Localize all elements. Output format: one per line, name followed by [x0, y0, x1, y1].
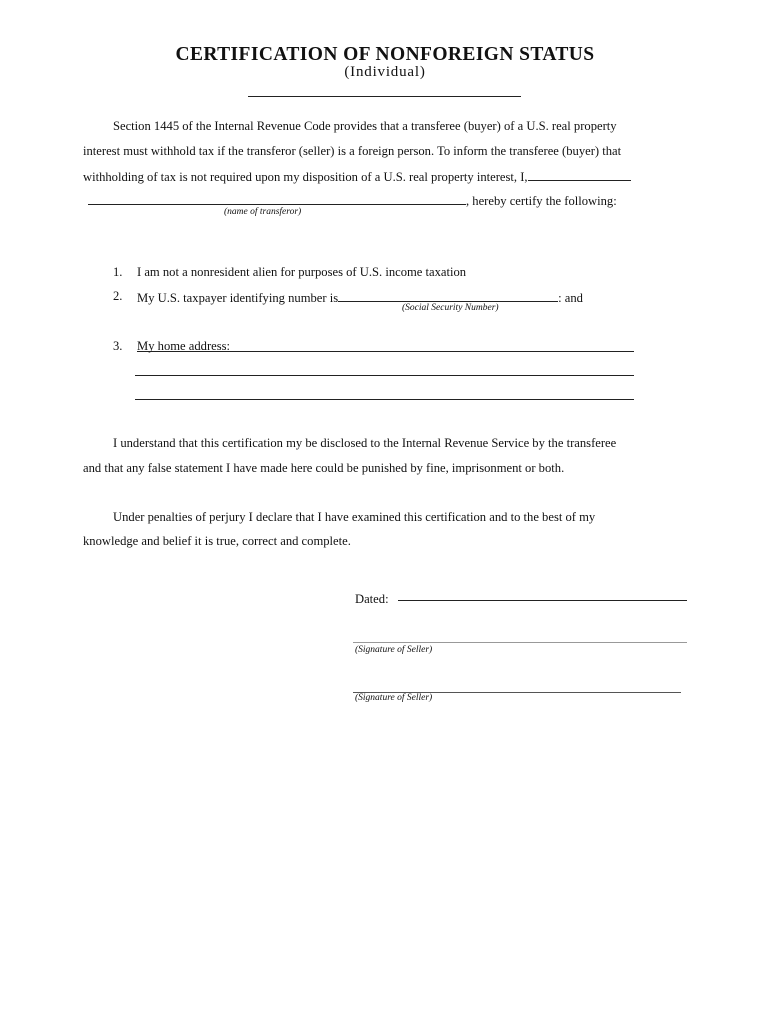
transferor-initial-blank[interactable]	[528, 168, 631, 181]
item-1-number: 1.	[113, 265, 123, 279]
item-2-line	[137, 289, 583, 306]
home-address-line-1[interactable]	[137, 351, 634, 352]
intro-line-4	[88, 192, 617, 209]
seller-1-signature-line[interactable]	[353, 642, 687, 643]
name-of-transferor-caption: (name of transferor)	[224, 207, 302, 217]
item-2-text: My U.S. taxpayer identifying number is	[137, 291, 339, 305]
seller-1-signature-caption: (Signature of Seller)	[355, 645, 433, 655]
home-address-line-3[interactable]	[135, 399, 634, 400]
intro-line-3	[83, 168, 631, 185]
understand-line-2: and that any false statement I have made here could be punished by fine, imprisonment or both.	[83, 461, 565, 475]
dated-line[interactable]	[398, 600, 687, 601]
perjury-line-2: knowledge and belief it is true, correct and complete.	[83, 534, 351, 548]
perjury-line-1: Under penalties of perjury I declare that I have examined this certification and to the best of my	[113, 510, 596, 524]
transferor-name-blank[interactable]	[88, 192, 466, 205]
item-3-number: 3.	[113, 339, 123, 353]
title-underline	[248, 96, 521, 97]
item-3-text: My home address:	[137, 339, 231, 353]
form-subtitle: (Individual)	[344, 64, 426, 80]
form-title: CERTIFICATION OF NONFOREIGN STATUS	[175, 44, 595, 65]
intro-line-2: interest must withhold tax if the transferor (seller) is a foreign person. To inform the transferee (buyer) that	[83, 144, 622, 158]
home-address-line-2[interactable]	[135, 375, 634, 376]
seller-2-signature-caption: (Signature of Seller)	[355, 693, 433, 703]
intro-line-3-text: withholding of tax is not required upon my disposition of a U.S. real property interest, I,	[83, 170, 528, 184]
ssn-caption: (Social Security Number)	[402, 303, 499, 313]
intro-line-1: Section 1445 of the Internal Revenue Code provides that a transferee (buyer) of a U.S. real property	[113, 119, 617, 133]
ssn-blank[interactable]	[338, 289, 558, 302]
certify-text: , hereby certify the following:	[466, 194, 617, 208]
item-1-text: I am not a nonresident alien for purposes of U.S. income taxation	[137, 265, 467, 279]
item-2-number: 2.	[113, 289, 123, 303]
item-2-suffix: : and	[558, 291, 583, 305]
dated-label: Dated:	[355, 592, 389, 606]
understand-line-1: I understand that this certification my be disclosed to the Internal Revenue Service by the transferee	[113, 436, 617, 450]
